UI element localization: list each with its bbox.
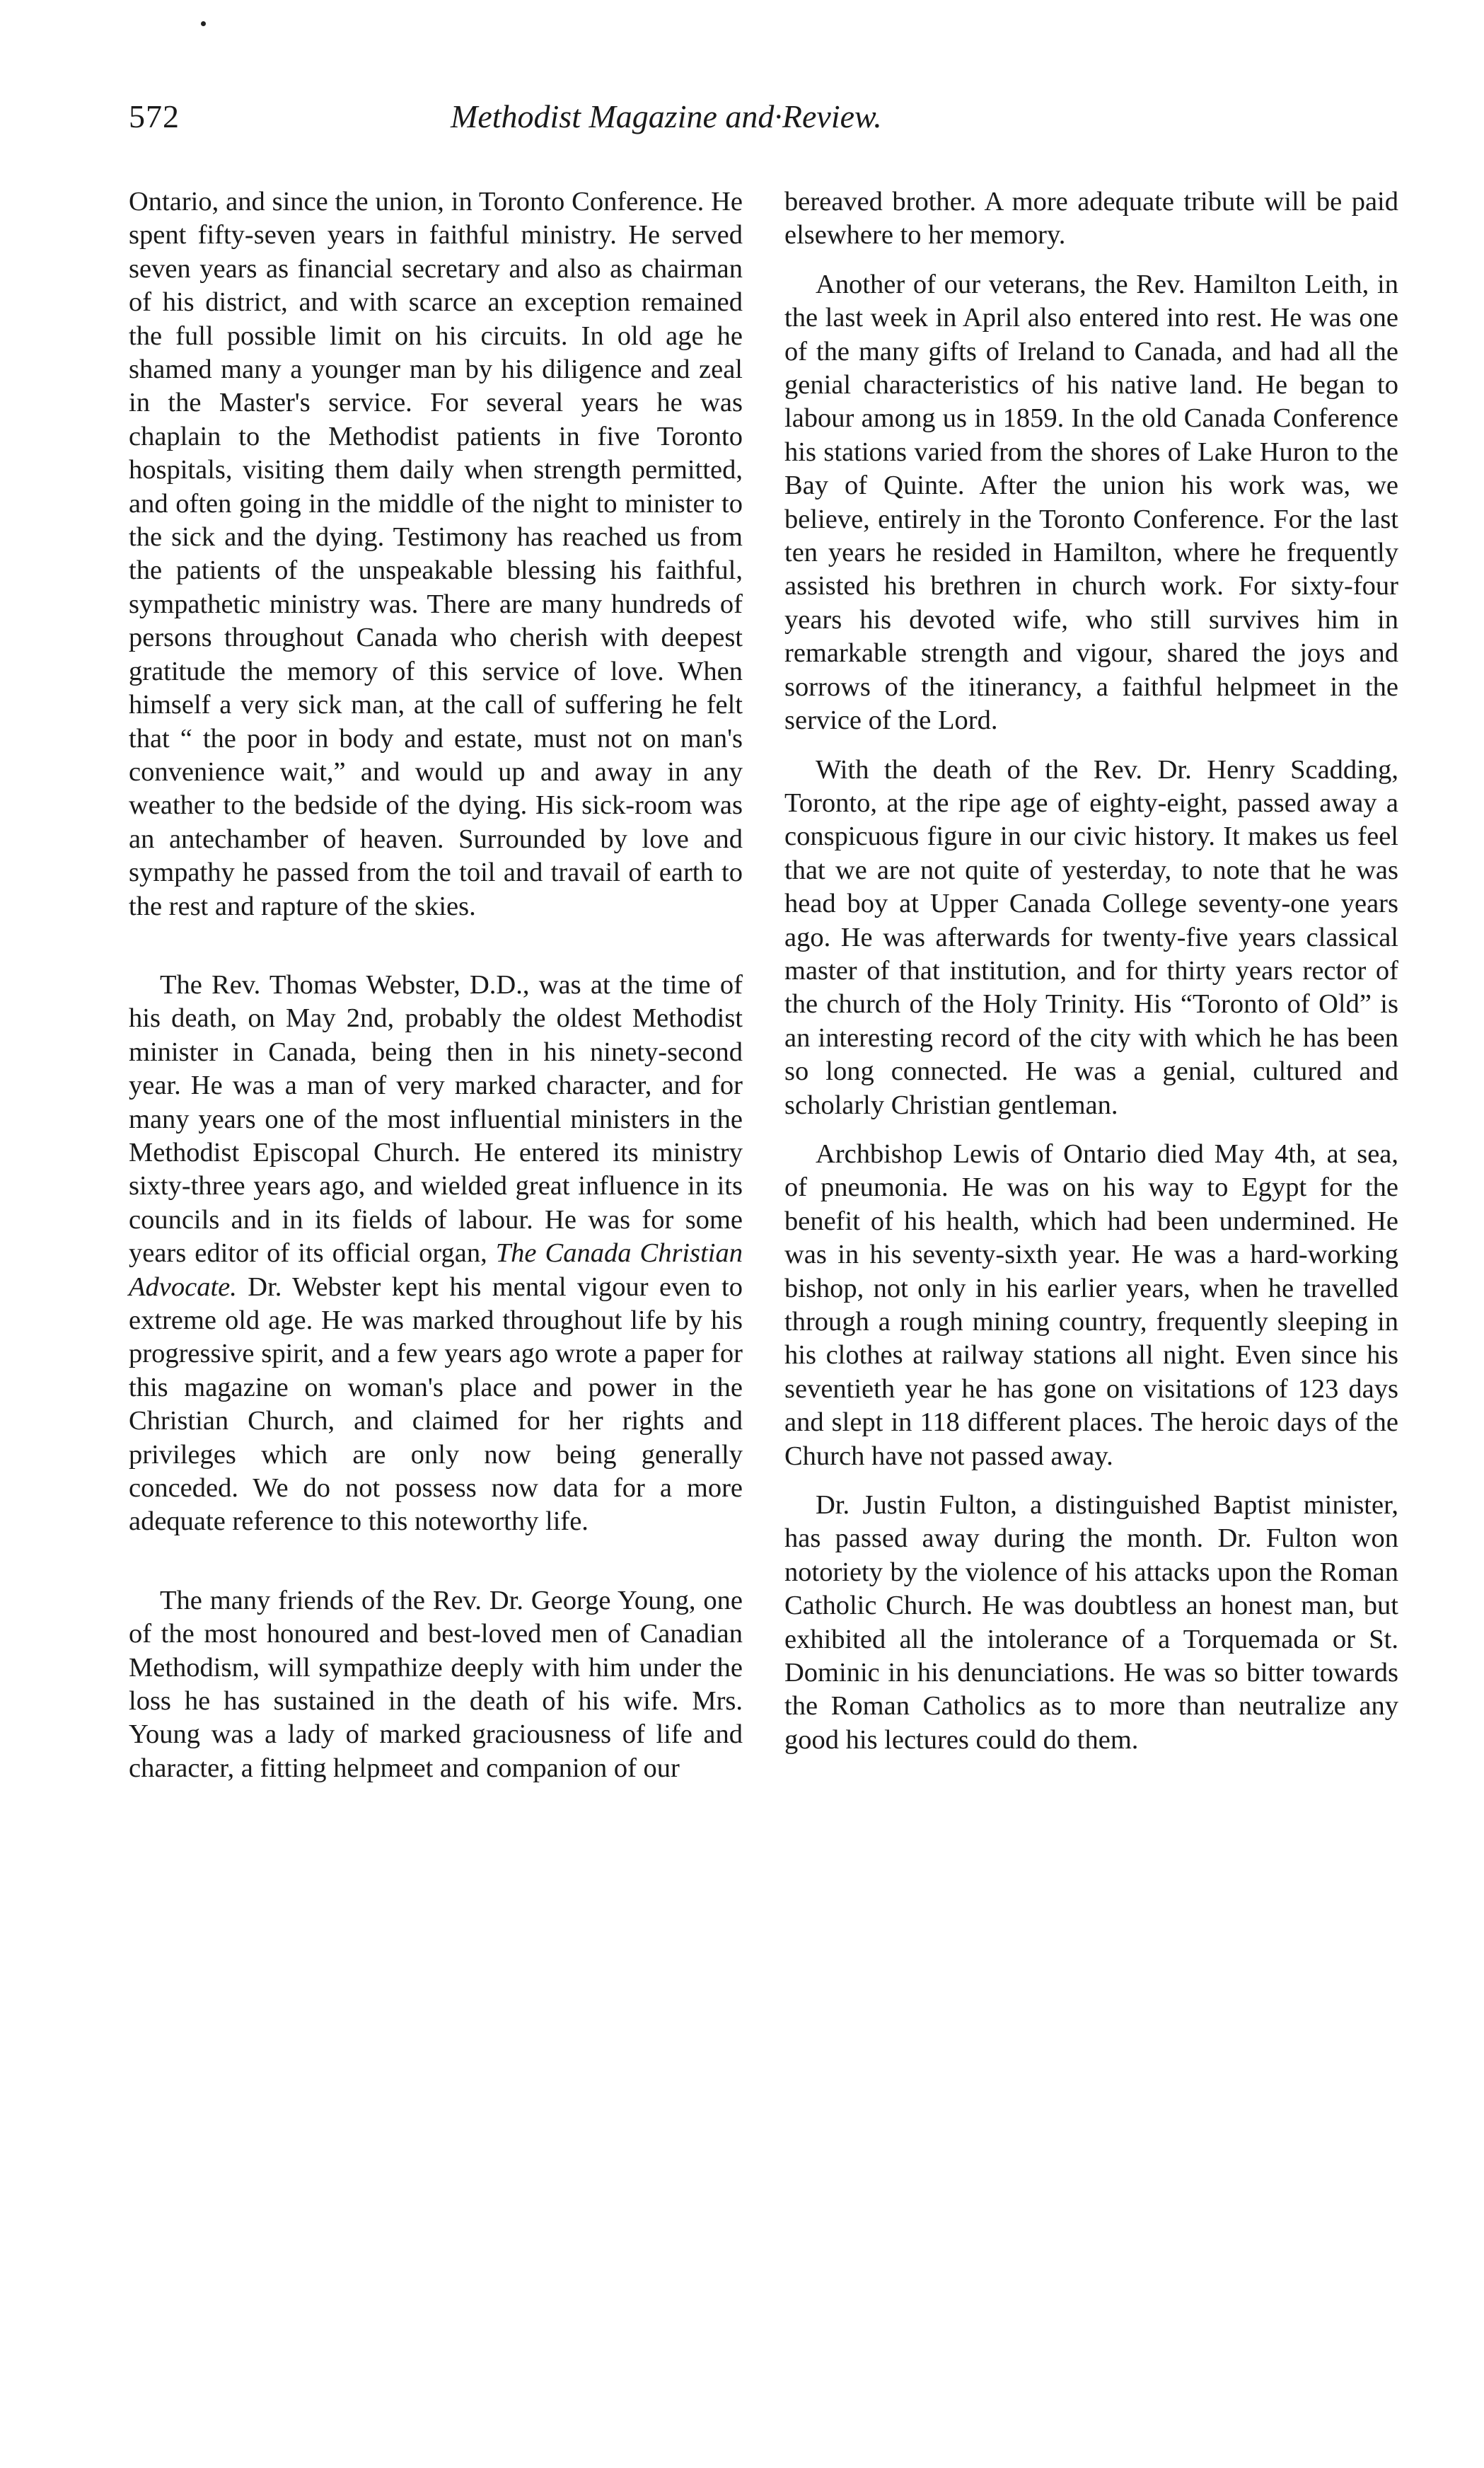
webster-text: The Rev. Thomas Webster, D.D., was at the time of his death, on May 2nd, probably the oldest Methodist minister in Canada, being then in his ninety-second year. He was a man of very marked character, and for many years one of the most influential ministers in the Methodist Episcopal Church. He entered its ministry sixty-three years ago, and wielded great influence in its councils and in its fields of labour. He was for some years editor of its official organ,	[129, 969, 743, 1269]
paragraph-lewis: Archbishop Lewis of Ontario died May 4th, at sea, of pneumonia. He was on his way to Egypt for the benefit of his health, which had been undermined. He was in his seventy-sixth year. He was a hard-working bishop, not only in his earlier years, when he travelled through a rough mining country, frequently sleeping in his clothes at railway stations all night. Even since his seventieth year he has gone on visitations of 123 days and slept in 118 different places. The heroic days of the Church have not passed away.	[784, 1138, 1398, 1471]
advocate-title: The Canada Christian Advocate.	[129, 1238, 743, 1302]
page-number: 572	[129, 98, 180, 134]
webster-text-rest: Dr. Webster kept his mental vigour even to extreme old age. He was marked throughout life by his progressive spirit, and a few years ago wrote a paper for this magazine on woman's place and power in the Christian Church, and claimed for her rights and privileges which are only now being generally conceded. We do not possess now data for a more adequate reference to this noteworthy life.	[129, 1272, 743, 1537]
page-header	[129, 92, 1062, 142]
paragraph-obituary-continued: Ontario, and since the union, in Toronto Conference. He spent fifty-seven years in faithful ministry. He served seven years as financial secretary and also as chairman of his district, and with scarce an exception remained the full possible limit on his circuits. In old age he shamed many a younger man by his diligence and zeal in the Master's service. For several years he was chaplain to the Methodist patients in five Toronto hospitals, visiting them daily when strength permitted, and often going in the middle of the night to minister to the sick and the dying. Testimony has reached us from the patients of the unspeakable blessing his faithful, sympathetic ministry was. There are many hundreds of persons throughout Canada who cherish with deepest gratitude the memory of this service of love. When himself a very sick man, at the call of suffering he felt that “ the poor in body and estate, must not on man's convenience wait,” and would up and away in any weather to the bedside of the dying. His sick-room was an antechamber of heaven. Surrounded by love and sympathy he passed from the toil and travail of earth to the rest and rapture of the skies.	[129, 187, 743, 921]
left-column	[129, 185, 743, 1785]
paragraph-webster	[129, 969, 743, 1539]
ink-speck	[201, 21, 206, 26]
paragraph-leith: Another of our veterans, the Rev. Hamilton Leith, in the last week in April also entered into rest. He was one of the many gifts of Ireland to Canada, and had all the genial characteristics of his native land. He began to labour among us in 1859. In the old Canada Conference his stations varied from the shores of Lake Huron to the Bay of Quinte. After the union his work was, we believe, entirely in the Toronto Conference. For the last ten years he resided in Hamilton, where he frequently assisted his brethren in church work. For sixty-four years his devoted wife, who still survives him in remarkable strength and vigour, shared the joys and sorrows of the itinerancy, a faithful helpmeet in the service of the Lord.	[784, 269, 1398, 736]
running-title: Methodist Magazine and·Review.	[451, 98, 882, 134]
right-column	[784, 185, 1398, 1757]
paragraph-scadding: With the death of the Rev. Dr. Henry Scadding, Toronto, at the ripe age of eighty-eight, passed away a conspicuous figure in our civic history. It makes us feel that we are not quite of yesterday, to note that he was head boy at Upper Canada College seventy-one years ago. He was afterwards for twenty-five years classical master of that institution, and for thirty years rector of the church of the Holy Trinity. His “Toronto of Old” is an interesting record of the city with which he has been so long connected. He was a genial, cultured and scholarly Christian gentleman.	[784, 754, 1398, 1120]
paragraph-young: The many friends of the Rev. Dr. George Young, one of the most honoured and best-loved men of Canadian Methodism, will sympathize deeply with him under the loss he has sustained in the death of his wife. Mrs. Young was a lady of marked graciousness of life and character, a fitting helpmeet and companion of our	[129, 1585, 743, 1783]
paragraph-young-continued: bereaved brother. A more adequate tribute will be paid elsewhere to her memory.	[784, 187, 1398, 250]
paragraph-fulton: Dr. Justin Fulton, a distinguished Baptist minister, has passed away during the month. Dr. Fulton won notoriety by the violence of his attacks upon the Roman Catholic Church. He was doubtless an honest man, but exhibited all the intolerance of a Torquemada or St. Dominic in his denunciations. He was so bitter towards the Roman Catholics as to more than neutralize any good his lectures could do them.	[784, 1490, 1398, 1755]
